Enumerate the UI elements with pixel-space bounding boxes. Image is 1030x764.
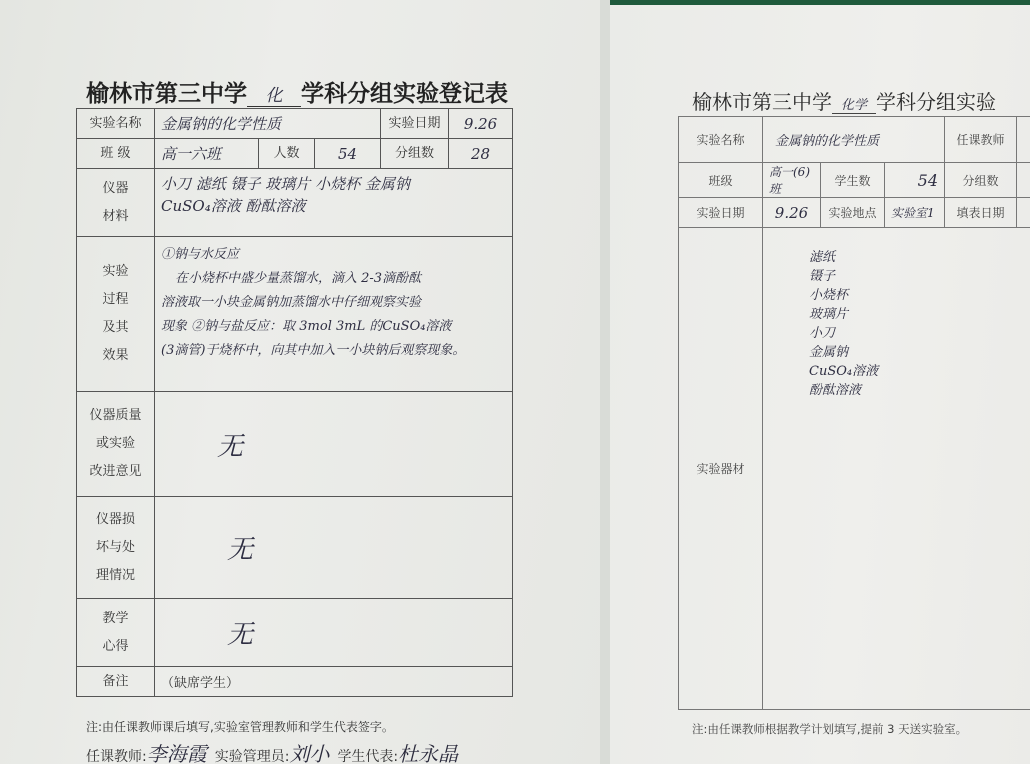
label-group-count: 分组数 xyxy=(381,139,449,169)
signature-line xyxy=(86,738,466,764)
r-value-students: 54 xyxy=(885,163,945,198)
label-equipment-line-2: 材料 xyxy=(102,208,129,224)
r-value-experiment-name: 金属钠的化学性质 xyxy=(763,117,945,163)
label-reflection-line-1: 教学 xyxy=(102,610,129,626)
label-process-line-4: 效果 xyxy=(102,348,129,363)
label-process-line-1: 实验 xyxy=(102,264,129,279)
right-title-subject-fill: 化学 xyxy=(832,94,876,114)
r-value-teacher xyxy=(1017,117,1030,163)
label-reflection-line-2: 心得 xyxy=(102,638,129,654)
list-item: 小刀 xyxy=(809,326,836,341)
manager-signature: 刘小 xyxy=(289,742,330,764)
right-title-school: 榆林市第三中学 xyxy=(692,90,832,114)
label-process-line-3: 及其 xyxy=(102,320,129,335)
label-damage-line-2: 坏与处 xyxy=(95,539,135,555)
list-item: 小烧杯 xyxy=(809,288,849,303)
r-label-equipment: 实验器材 xyxy=(679,228,763,710)
label-equipment-line-1: 仪器 xyxy=(102,180,129,196)
left-form-table xyxy=(76,108,513,697)
label-damage-line-3: 理情况 xyxy=(95,567,135,583)
label-process-line-2: 过程 xyxy=(102,292,129,307)
r-label-date: 实验日期 xyxy=(679,198,763,228)
label-experiment-name: 实验名称 xyxy=(77,109,155,139)
reflection-text: 无 xyxy=(227,620,254,650)
list-item: CuSO₄溶液 xyxy=(809,364,879,379)
r-value-location: 实验室1 xyxy=(885,198,945,228)
label-reflection xyxy=(77,599,155,667)
quality-text: 无 xyxy=(217,431,244,462)
label-quality-line-1: 仪器质量 xyxy=(89,408,142,423)
title-subject-fill: 化 xyxy=(247,81,301,107)
label-remarks: 备注 xyxy=(77,667,155,697)
label-count: 人数 xyxy=(259,139,315,169)
list-item: 玻璃片 xyxy=(809,307,849,322)
r-label-students: 学生数 xyxy=(821,163,885,198)
r-label-experiment-name: 实验名称 xyxy=(679,117,763,163)
value-group-count: 28 xyxy=(449,139,513,169)
value-quality xyxy=(155,392,513,497)
value-remarks: （缺席学生） xyxy=(155,667,513,697)
r-value-class: 高一(6)班 xyxy=(763,163,821,198)
label-quality-line-3: 改进意见 xyxy=(89,464,142,479)
teacher-sign-label: 任课教师: xyxy=(86,749,147,764)
label-quality-line-2: 或实验 xyxy=(95,436,135,451)
r-value-fill-date xyxy=(1017,198,1030,228)
equipment-line-2: CuSO₄溶液 酚酞溶液 xyxy=(161,197,306,215)
r-label-fill-date: 填表日期 xyxy=(945,198,1017,228)
list-item: 金属钠 xyxy=(809,345,849,360)
value-experiment-name: 金属钠的化学性质 xyxy=(155,109,381,139)
binder-strip xyxy=(610,0,1030,5)
r-value-equipment xyxy=(763,228,1030,710)
value-equipment xyxy=(155,169,513,237)
process-line-2: 在小烧杯中盛少量蒸馏水，滴入 2-3滴酚酞 xyxy=(175,271,422,286)
list-item: 镊子 xyxy=(809,269,836,284)
manager-sign-label: 实验管理员: xyxy=(214,749,290,764)
right-footer-note: 注:由任课教师根据教学计划填写,提前 3 天送实验室。 xyxy=(692,722,968,736)
label-damage-line-1: 仪器损 xyxy=(95,511,135,527)
label-damage xyxy=(77,497,155,599)
equipment-list xyxy=(769,228,1030,400)
value-damage xyxy=(155,497,513,599)
value-class: 高一六班 xyxy=(155,139,259,169)
process-line-5: (3滴管)于烧杯中，向其中加入一小块钠后观察现象。 xyxy=(161,343,466,358)
student-sign-label: 学生代表: xyxy=(337,749,399,764)
left-footer-note: 注:由任课教师课后填写,实验室管理教师和学生代表签字。 xyxy=(86,720,394,734)
value-count: 54 xyxy=(315,139,381,169)
damage-text: 无 xyxy=(227,535,254,565)
label-experiment-date: 实验日期 xyxy=(381,109,449,139)
equipment-line-1: 小刀 滤纸 镊子 玻璃片 小烧杯 金属钠 xyxy=(161,175,410,193)
process-line-3: 溶液取一小块金属钠加蒸馏水中仔细观察实验 xyxy=(161,295,422,310)
right-planning-sheet xyxy=(610,0,1030,764)
list-item: 滤纸 xyxy=(809,250,836,265)
r-label-class: 班级 xyxy=(679,163,763,198)
right-form-table xyxy=(678,116,1030,710)
right-title-suffix: 学科分组实验 xyxy=(876,90,996,114)
process-line-4: 现象 ②钠与盐反应：取 3mol 3mL 的CuSO₄溶液 xyxy=(161,319,452,334)
value-process xyxy=(155,237,513,392)
teacher-signature: 李海霞 xyxy=(146,742,207,764)
value-reflection xyxy=(155,599,513,667)
r-label-location: 实验地点 xyxy=(821,198,885,228)
list-item: 酚酞溶液 xyxy=(809,383,862,398)
label-class: 班 级 xyxy=(77,139,155,169)
right-form-title xyxy=(692,86,1030,115)
left-form-title xyxy=(86,75,516,108)
r-label-group-count: 分组数 xyxy=(945,163,1017,198)
process-line-1: ①钠与水反应 xyxy=(161,247,240,262)
label-quality xyxy=(77,392,155,497)
title-suffix: 学科分组实验登记表 xyxy=(301,81,508,107)
label-equipment xyxy=(77,169,155,237)
r-value-group-count xyxy=(1017,163,1030,198)
r-value-date: 9.26 xyxy=(763,198,821,228)
label-process xyxy=(77,237,155,392)
value-experiment-date: 9.26 xyxy=(449,109,513,139)
r-label-teacher: 任课教师 xyxy=(945,117,1017,163)
student-signature: 杜永晶 xyxy=(398,742,459,764)
title-school: 榆林市第三中学 xyxy=(86,81,247,107)
